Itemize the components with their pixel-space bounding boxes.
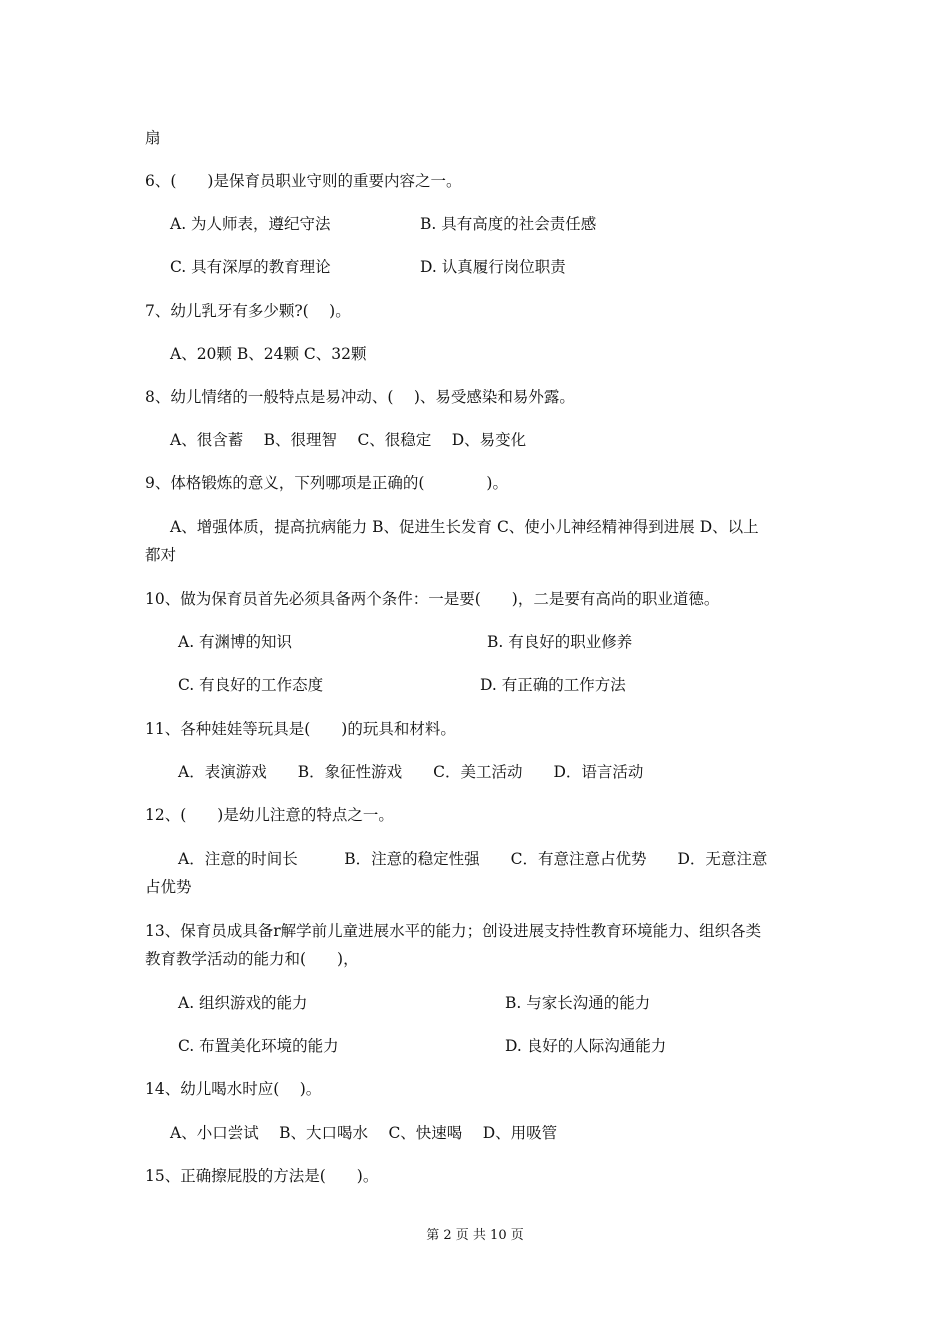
question-14: 14、幼儿喝水时应( )。	[145, 1080, 322, 1098]
q10-option-c: C. 有良好的工作态度	[178, 676, 324, 694]
q13-option-d: D. 良好的人际沟通能力	[505, 1037, 667, 1055]
q12-options-line2: 占优势	[145, 878, 192, 896]
q10-option-d: D. 有正确的工作方法	[480, 676, 626, 694]
q13-option-b: B. 与家长沟通的能力	[505, 994, 651, 1012]
question-6: 6、( )是保育员职业守则的重要内容之一。	[145, 172, 462, 190]
q9-options-line2: 都对	[145, 546, 177, 564]
q14-options: A、小口尝试 B、大口喝水 C、快速喝 D、用吸管	[170, 1124, 558, 1142]
question-13-line2: 教育教学活动的能力和( )，	[145, 950, 359, 968]
question-13-line1: 13、保育员成具备r解学前儿童进展水平的能力；创设进展支持性教育环境能力、组织各类	[145, 922, 762, 940]
q6-option-d: D. 认真履行岗位职责	[420, 258, 566, 276]
q11-options: A．表演游戏 B．象征性游戏 C．美工活动 D．语言活动	[178, 763, 644, 781]
question-11: 11、各种娃娃等玩具是( )的玩具和材料。	[145, 720, 456, 738]
q13-option-c: C. 布置美化环境的能力	[178, 1037, 339, 1055]
q7-options: A、20颗 B、24颗 C、32颗	[170, 345, 367, 363]
page-footer: 第 2 页 共 10 页	[426, 1228, 524, 1243]
q12-options-line1: A．注意的时间长 B．注意的稳定性强 C．有意注意占优势 D．无意注意	[178, 850, 768, 868]
question-8: 8、幼儿情绪的一般特点是易冲动、( )、易受感染和易外露。	[145, 388, 575, 406]
q13-option-a: A. 组织游戏的能力	[178, 994, 308, 1012]
q6-option-a: A. 为人师表，遵纪守法	[170, 215, 331, 233]
q8-options: A、很含蓄 B、很理智 C、很稳定 D、易变化	[170, 431, 527, 449]
q10-option-b: B. 有良好的职业修养	[487, 633, 633, 651]
question-10: 10、做为保育员首先必须具备两个条件：一是要( )，二是要有高尚的职业道德。	[145, 590, 720, 608]
text-line: 扇	[145, 129, 161, 147]
q10-option-a: A. 有渊博的知识	[178, 633, 293, 651]
q6-option-b: B. 具有高度的社会责任感	[420, 215, 597, 233]
q9-options-line1: A、增强体质，提高抗病能力 B、促进生长发育 C、使小儿神经精神得到进展 D、以上	[170, 518, 759, 536]
question-15: 15、正确擦屁股的方法是( )。	[145, 1167, 379, 1185]
q6-option-c: C. 具有深厚的教育理论	[170, 258, 331, 276]
question-9: 9、体格锻炼的意义，下列哪项是正确的( )。	[145, 474, 508, 492]
question-7: 7、幼儿乳牙有多少颗?( )。	[145, 302, 351, 320]
question-12: 12、( )是幼儿注意的特点之一。	[145, 806, 394, 824]
